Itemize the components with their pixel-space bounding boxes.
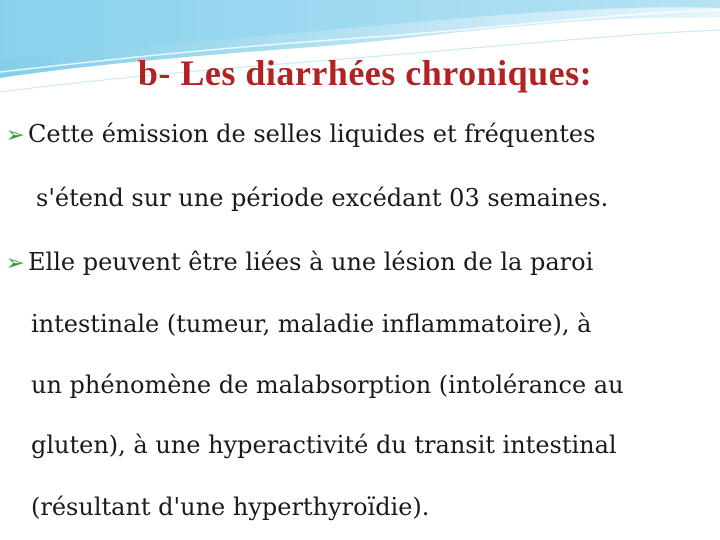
bullet-2-line-4: gluten), à une hyperactivité du transit intestinal: [31, 431, 617, 459]
bullet-2-line-5: (résultant d'une hyperthyroïdie).: [31, 493, 430, 521]
slide-title-text: b- Les diarrhées chroniques:: [137, 53, 593, 93]
bullet-1-line-2: s'étend sur une période excédant 03 semaines.: [36, 184, 609, 212]
bullet-2-line-3: un phénomène de malabsorption (intolérance au: [31, 371, 624, 399]
slide-title: [0, 52, 720, 94]
bullet-1-line-1: [6, 120, 595, 148]
bullet-2-line-1: [6, 248, 593, 276]
green-arrow-bullet-icon: ➢: [6, 123, 25, 148]
green-arrow-bullet-icon: ➢: [6, 251, 25, 276]
bullet-1-text-1: Cette émission de selles liquides et fréquentes: [28, 120, 596, 148]
bullet-2-text-1: Elle peuvent être liées à une lésion de la paroi: [28, 248, 594, 276]
bullet-2-line-2: intestinale (tumeur, maladie inflammatoire), à: [31, 310, 592, 338]
